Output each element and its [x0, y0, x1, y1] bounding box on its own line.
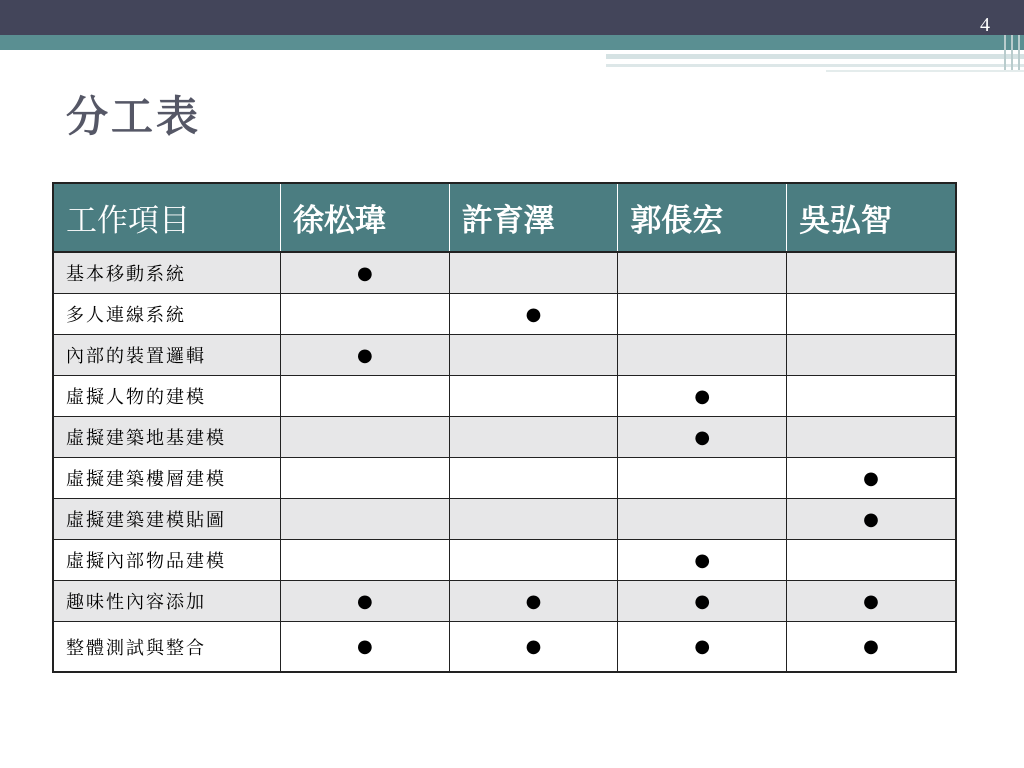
decorative-line: [1004, 35, 1006, 70]
decorative-stripe: [826, 70, 1024, 72]
empty-cell: [281, 417, 450, 458]
table-body: [53, 252, 956, 672]
empty-cell: [449, 458, 618, 499]
assignment-mark-cell: ●: [281, 581, 450, 622]
empty-cell: [281, 499, 450, 540]
table-row: [53, 499, 956, 540]
task-name-cell: 虛擬人物的建模: [53, 376, 281, 417]
table-row: [53, 294, 956, 335]
table-row: [53, 417, 956, 458]
empty-cell: [449, 499, 618, 540]
assignment-mark-cell: ●: [281, 622, 450, 673]
slide-top-bar: [0, 0, 1024, 35]
task-name-cell: 整體測試與整合: [53, 622, 281, 673]
task-assignment-table: [52, 182, 957, 673]
table-row: [53, 376, 956, 417]
empty-cell: [449, 417, 618, 458]
empty-cell: [449, 376, 618, 417]
empty-cell: [281, 376, 450, 417]
decorative-stripe: [606, 54, 1024, 59]
assignment-mark-cell: ●: [281, 252, 450, 294]
task-name-cell: 虛擬建築地基建模: [53, 417, 281, 458]
empty-cell: [787, 417, 956, 458]
task-name-cell: 內部的裝置邏輯: [53, 335, 281, 376]
assignment-mark-cell: ●: [449, 581, 618, 622]
table-header-row: [53, 183, 956, 252]
column-header-member-3: 郭倀宏: [618, 183, 787, 252]
table-row: [53, 581, 956, 622]
empty-cell: [449, 540, 618, 581]
empty-cell: [618, 335, 787, 376]
assignment-mark-cell: ●: [449, 294, 618, 335]
table-row: [53, 458, 956, 499]
task-name-cell: 趣味性內容添加: [53, 581, 281, 622]
decorative-line: [1011, 35, 1013, 70]
table-row: [53, 335, 956, 376]
empty-cell: [449, 335, 618, 376]
decorative-stripe: [606, 64, 1024, 67]
empty-cell: [787, 335, 956, 376]
empty-cell: [787, 294, 956, 335]
page-title: 分工表: [66, 92, 202, 141]
empty-cell: [618, 252, 787, 294]
task-name-cell: 多人連線系統: [53, 294, 281, 335]
table-row: [53, 622, 956, 673]
assignment-mark-cell: ●: [787, 458, 956, 499]
page-number: 4: [980, 14, 990, 36]
assignment-mark-cell: ●: [449, 622, 618, 673]
empty-cell: [281, 294, 450, 335]
empty-cell: [618, 294, 787, 335]
empty-cell: [618, 458, 787, 499]
task-name-cell: 虛擬建築樓層建模: [53, 458, 281, 499]
assignment-mark-cell: ●: [787, 581, 956, 622]
empty-cell: [787, 376, 956, 417]
column-header-member-1: 徐松瑋: [281, 183, 450, 252]
table-row: [53, 540, 956, 581]
empty-cell: [787, 540, 956, 581]
assignment-mark-cell: ●: [281, 335, 450, 376]
table-row: [53, 252, 956, 294]
column-header-member-4: 吳弘智: [787, 183, 956, 252]
empty-cell: [281, 540, 450, 581]
task-name-cell: 虛擬內部物品建模: [53, 540, 281, 581]
empty-cell: [449, 252, 618, 294]
assignment-mark-cell: ●: [618, 376, 787, 417]
assignment-mark-cell: ●: [618, 622, 787, 673]
assignment-mark-cell: ●: [618, 540, 787, 581]
assignment-mark-cell: ●: [618, 417, 787, 458]
empty-cell: [787, 252, 956, 294]
column-header-member-2: 許育澤: [449, 183, 618, 252]
empty-cell: [281, 458, 450, 499]
task-name-cell: 基本移動系統: [53, 252, 281, 294]
task-name-cell: 虛擬建築建模貼圖: [53, 499, 281, 540]
empty-cell: [618, 499, 787, 540]
assignment-mark-cell: ●: [787, 499, 956, 540]
decorative-line: [1018, 35, 1020, 70]
assignment-mark-cell: ●: [618, 581, 787, 622]
assignment-mark-cell: ●: [787, 622, 956, 673]
slide-teal-band: [0, 35, 1024, 50]
column-header-task: 工作項目: [53, 183, 281, 252]
